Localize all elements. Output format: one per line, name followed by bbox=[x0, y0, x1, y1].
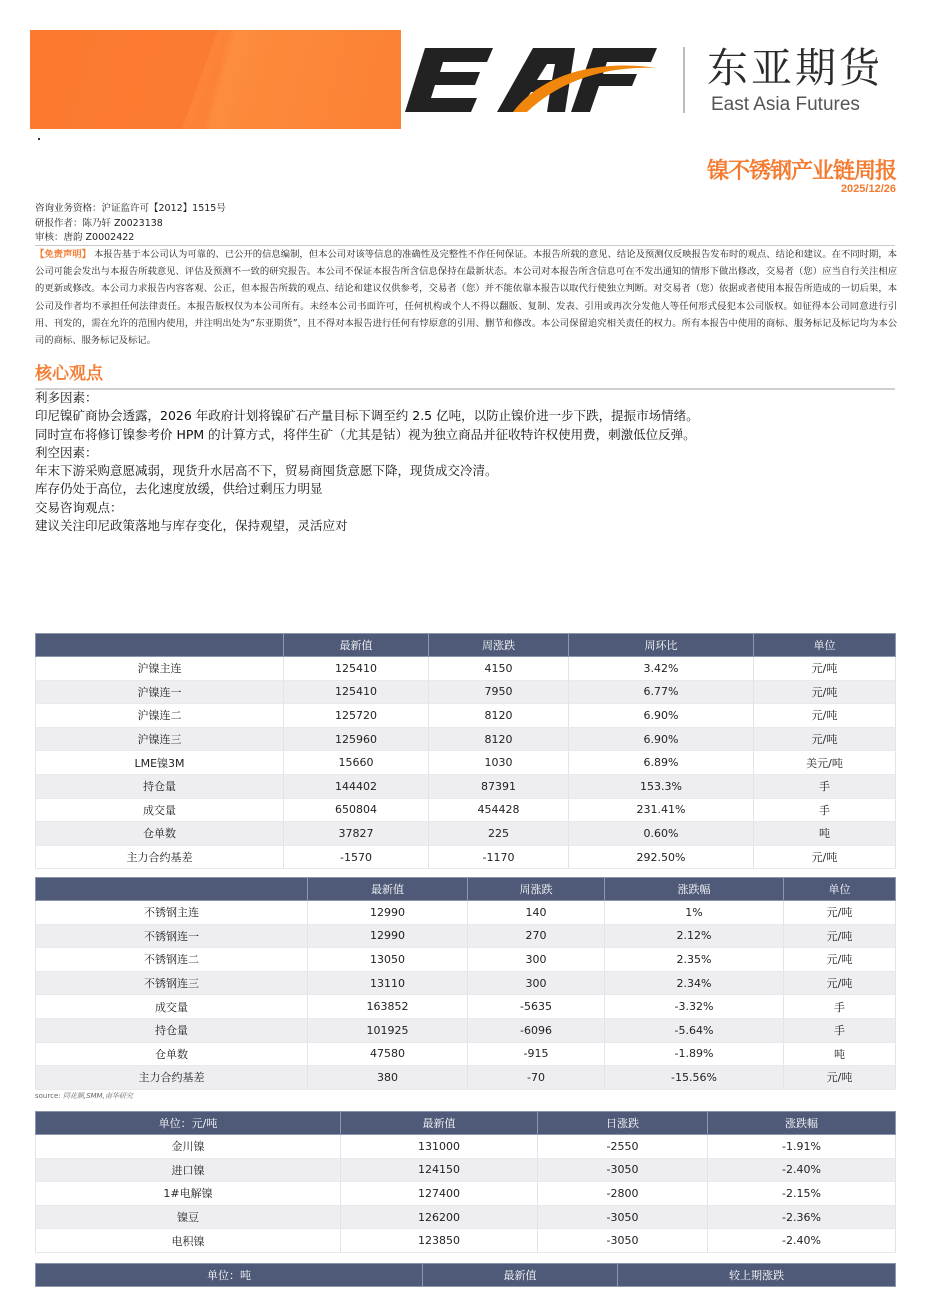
cell-unit: 元/吨 bbox=[784, 924, 896, 948]
source-note bbox=[35, 1091, 133, 1101]
table-header-row bbox=[36, 1264, 896, 1287]
cell-weekly-change: 87391 bbox=[429, 774, 569, 798]
cell-weekly-change: -6096 bbox=[468, 1018, 605, 1042]
cell-change-pct: -3.32% bbox=[605, 995, 784, 1019]
cell-latest: 37827 bbox=[284, 822, 429, 846]
cell-weekly-change: 1030 bbox=[429, 751, 569, 775]
column-header: 单位：吨 bbox=[36, 1264, 423, 1287]
cell-change-pct: -5.64% bbox=[605, 1018, 784, 1042]
cell-unit: 手 bbox=[754, 798, 896, 822]
table-row bbox=[36, 774, 896, 798]
column-header: 日涨跌 bbox=[538, 1112, 708, 1135]
cell-change-pct: -1.89% bbox=[605, 1042, 784, 1066]
table-row bbox=[36, 1135, 896, 1159]
column-header: 周环比 bbox=[569, 634, 754, 657]
cell-latest: 126200 bbox=[341, 1205, 538, 1229]
column-header: 涨跌幅 bbox=[605, 878, 784, 901]
section-title-core-view: 核心观点 bbox=[35, 364, 103, 384]
cell-weekly-change: 300 bbox=[468, 971, 605, 995]
table-row bbox=[36, 751, 896, 775]
cell-change-pct: 2.35% bbox=[605, 948, 784, 972]
cell-latest: 12990 bbox=[308, 901, 468, 925]
row-label: 成交量 bbox=[36, 798, 284, 822]
cell-unit: 手 bbox=[754, 774, 896, 798]
cell-change-pct: 2.34% bbox=[605, 971, 784, 995]
nickel-spot-table bbox=[35, 1111, 896, 1253]
cell-weekly-pct: 6.90% bbox=[569, 704, 754, 728]
decorative-dot bbox=[38, 138, 40, 140]
cell-latest: 127400 bbox=[341, 1182, 538, 1206]
table-row bbox=[36, 1066, 896, 1090]
disclaimer bbox=[35, 246, 897, 349]
cell-weekly-change: 7950 bbox=[429, 680, 569, 704]
cell-weekly-change: 454428 bbox=[429, 798, 569, 822]
cell-change-pct: -2.36% bbox=[708, 1205, 896, 1229]
cell-weekly-change: 225 bbox=[429, 822, 569, 846]
cell-latest: 380 bbox=[308, 1066, 468, 1090]
cell-weekly-change: 8120 bbox=[429, 704, 569, 728]
row-label: 不锈钢连二 bbox=[36, 948, 308, 972]
cell-unit: 吨 bbox=[754, 822, 896, 846]
cell-latest: -1570 bbox=[284, 845, 429, 869]
cell-weekly-change: 140 bbox=[468, 901, 605, 925]
bullish-point: 印尼镍矿商协会透露，2026 年政府计划将镍矿石产量目标下调至约 2.5 亿吨，以防止镍价进一步下跌，提振市场情绪。 bbox=[35, 408, 699, 424]
cell-unit: 手 bbox=[784, 1018, 896, 1042]
stainless-futures-table bbox=[35, 877, 896, 1090]
cell-change-pct: 2.12% bbox=[605, 924, 784, 948]
cell-latest: 15660 bbox=[284, 751, 429, 775]
column-header: 最新值 bbox=[341, 1112, 538, 1135]
cell-unit: 元/吨 bbox=[754, 845, 896, 869]
cell-weekly-pct: 153.3% bbox=[569, 774, 754, 798]
cell-weekly-change: -915 bbox=[468, 1042, 605, 1066]
cell-weekly-pct: 6.89% bbox=[569, 751, 754, 775]
cell-latest: 101925 bbox=[308, 1018, 468, 1042]
row-label: 进口镍 bbox=[36, 1158, 341, 1182]
cell-unit: 吨 bbox=[784, 1042, 896, 1066]
column-header: 单位 bbox=[784, 878, 896, 901]
column-header bbox=[36, 634, 284, 657]
table-row bbox=[36, 995, 896, 1019]
logo-english-name: East Asia Futures bbox=[711, 94, 860, 115]
table-row bbox=[36, 1158, 896, 1182]
bearish-point: 年末下游采购意愿减弱，现货升水居高不下，贸易商囤货意愿下降，现货成交冷清。 bbox=[35, 463, 498, 479]
table-header-row bbox=[36, 634, 896, 657]
column-header: 涨跌幅 bbox=[708, 1112, 896, 1135]
header-banner bbox=[30, 30, 401, 129]
core-view-text bbox=[35, 389, 699, 535]
cell-weekly-pct: 292.50% bbox=[569, 845, 754, 869]
disclaimer-text: 本报告基于本公司认为可靠的、已公开的信息编制，但本公司对该等信息的准确性及完整性不作任何保证。本报告所载的意见、结论及预测仅反映报告发布时的观点、结论和建议。在不同时期，本公司可能会发出与本报告所载意见、评估及预测不一致的研究报告。本公司不保证本报告所含信息保持在最新状态。本公司对本报告所含信息可在不发出通知的情形下做出修改，交易者（您）应当自行关注相应的更新或修改。本公司力求报告内容客观、公正，但本报告所载的观点、结论和建议仅供参考，交易者（您）并不能依靠本报告以取代行使独立判断。对交易者（您）依据或者使用本报告所造成的一切后果，本公司及作者均不承担任何法律责任。本报告版权仅为本公司所有。未经本公司书面许可，任何机构或个人不得以翻版、复制、发表、引用或再次分发他人等任何形式侵犯本公司版权。如征得本公司同意进行引用、刊发的，需在允许的范围内使用，并注明出处为“东亚期货”，且不得对本报告进行任何有悖原意的引用、删节和修改。本公司保留追究相关责任的权力。所有本报告中使用的商标、服务标记及标记均为本公司的商标、服务标记及标记。 bbox=[35, 249, 897, 347]
table-row bbox=[36, 727, 896, 751]
cell-weekly-pct: 0.60% bbox=[569, 822, 754, 846]
row-label: 沪镍连二 bbox=[36, 704, 284, 728]
disclaimer-tag: 【免责声明】 bbox=[35, 249, 92, 260]
table-row bbox=[36, 924, 896, 948]
cell-change-pct: -15.56% bbox=[605, 1066, 784, 1090]
advice-heading: 交易咨询观点： bbox=[35, 499, 123, 515]
bearish-heading: 利空因素： bbox=[35, 444, 98, 460]
cell-change-pct: -2.40% bbox=[708, 1158, 896, 1182]
column-header: 较上期涨跌 bbox=[618, 1264, 896, 1287]
row-label: 1#电解镍 bbox=[36, 1182, 341, 1206]
table-row bbox=[36, 1018, 896, 1042]
column-header: 周涨跌 bbox=[429, 634, 569, 657]
cell-latest: 13050 bbox=[308, 948, 468, 972]
cell-weekly-change: -1170 bbox=[429, 845, 569, 869]
table-row bbox=[36, 704, 896, 728]
cell-weekly-change: 8120 bbox=[429, 727, 569, 751]
cell-change-pct: 1% bbox=[605, 901, 784, 925]
table-row bbox=[36, 822, 896, 846]
table-header-row bbox=[36, 1112, 896, 1135]
cell-daily-change: -2550 bbox=[538, 1135, 708, 1159]
table-row bbox=[36, 1205, 896, 1229]
logo-separator bbox=[683, 47, 685, 113]
row-label: 仓单数 bbox=[36, 1042, 308, 1066]
cell-unit: 元/吨 bbox=[784, 948, 896, 972]
cell-unit: 手 bbox=[784, 995, 896, 1019]
cell-daily-change: -3050 bbox=[538, 1229, 708, 1253]
bullish-heading: 利多因素： bbox=[35, 390, 98, 405]
nickel-futures-table bbox=[35, 633, 896, 869]
column-header: 最新值 bbox=[284, 634, 429, 657]
cell-weekly-change: -70 bbox=[468, 1066, 605, 1090]
cell-change-pct: -2.15% bbox=[708, 1182, 896, 1206]
table-row bbox=[36, 901, 896, 925]
cell-weekly-pct: 6.77% bbox=[569, 680, 754, 704]
cell-weekly-change: -5635 bbox=[468, 995, 605, 1019]
cell-unit: 元/吨 bbox=[784, 901, 896, 925]
row-label: 沪镍连三 bbox=[36, 727, 284, 751]
row-label: 主力合约基差 bbox=[36, 845, 284, 869]
table-row bbox=[36, 971, 896, 995]
inventory-table bbox=[35, 1263, 896, 1287]
cell-weekly-change: 4150 bbox=[429, 657, 569, 681]
column-header: 最新值 bbox=[308, 878, 468, 901]
cell-latest: 125410 bbox=[284, 657, 429, 681]
cell-unit: 元/吨 bbox=[754, 657, 896, 681]
row-label: LME镍3M bbox=[36, 751, 284, 775]
row-label: 持仓量 bbox=[36, 774, 284, 798]
cell-unit: 元/吨 bbox=[754, 680, 896, 704]
cell-weekly-pct: 3.42% bbox=[569, 657, 754, 681]
cell-latest: 124150 bbox=[341, 1158, 538, 1182]
cell-latest: 125720 bbox=[284, 704, 429, 728]
source-text: 同花顺,SMM,南华研究 bbox=[62, 1092, 133, 1100]
report-title: 镍不锈钢产业链周报 bbox=[706, 159, 896, 184]
cell-unit: 元/吨 bbox=[784, 971, 896, 995]
cell-latest: 123850 bbox=[341, 1229, 538, 1253]
cell-latest: 125410 bbox=[284, 680, 429, 704]
cell-weekly-change: 270 bbox=[468, 924, 605, 948]
cell-latest: 650804 bbox=[284, 798, 429, 822]
table-row bbox=[36, 657, 896, 681]
qualification-line: 咨询业务资格：沪证监许可【2012】1515号 bbox=[35, 203, 226, 214]
cell-weekly-pct: 6.90% bbox=[569, 727, 754, 751]
table-row bbox=[36, 845, 896, 869]
cell-latest: 144402 bbox=[284, 774, 429, 798]
row-label: 沪镍主连 bbox=[36, 657, 284, 681]
table-row bbox=[36, 680, 896, 704]
column-header: 单位：元/吨 bbox=[36, 1112, 341, 1135]
row-label: 持仓量 bbox=[36, 1018, 308, 1042]
row-label: 不锈钢主连 bbox=[36, 901, 308, 925]
cell-latest: 125960 bbox=[284, 727, 429, 751]
cell-weekly-pct: 231.41% bbox=[569, 798, 754, 822]
cell-latest: 163852 bbox=[308, 995, 468, 1019]
cell-change-pct: -2.40% bbox=[708, 1229, 896, 1253]
cell-latest: 47580 bbox=[308, 1042, 468, 1066]
cell-latest: 12990 bbox=[308, 924, 468, 948]
cell-weekly-change: 300 bbox=[468, 948, 605, 972]
row-label: 不锈钢连三 bbox=[36, 971, 308, 995]
table-row bbox=[36, 798, 896, 822]
row-label: 仓单数 bbox=[36, 822, 284, 846]
row-label: 镍豆 bbox=[36, 1205, 341, 1229]
cell-unit: 美元/吨 bbox=[754, 751, 896, 775]
row-label: 成交量 bbox=[36, 995, 308, 1019]
author-line: 研报作者：陈乃轩 Z0023138 bbox=[35, 217, 163, 229]
report-meta bbox=[35, 202, 226, 246]
column-header: 单位 bbox=[754, 634, 896, 657]
source-label: source: bbox=[35, 1092, 61, 1100]
bullish-point: 同时宣布将修订镍参考价 HPM 的计算方式，将伴生矿（尤其是钴）视为独立商品并征收特许权使用费，刺激低位反弹。 bbox=[35, 426, 696, 442]
row-label: 金川镍 bbox=[36, 1135, 341, 1159]
column-header: 最新值 bbox=[423, 1264, 618, 1287]
cell-unit: 元/吨 bbox=[784, 1066, 896, 1090]
cell-unit: 元/吨 bbox=[754, 727, 896, 751]
cell-daily-change: -2800 bbox=[538, 1182, 708, 1206]
row-label: 沪镍连一 bbox=[36, 680, 284, 704]
table-row bbox=[36, 948, 896, 972]
bearish-point: 库存仍处于高位，去化速度放缓，供给过剩压力明显 bbox=[35, 481, 323, 497]
cell-latest: 13110 bbox=[308, 971, 468, 995]
cell-latest: 131000 bbox=[341, 1135, 538, 1159]
table-row bbox=[36, 1229, 896, 1253]
logo-chinese-name: 东亚期货 bbox=[707, 44, 883, 92]
advice-point: 建议关注印尼政策落地与库存变化，保持观望，灵活应对 bbox=[35, 518, 348, 534]
cell-daily-change: -3050 bbox=[538, 1205, 708, 1229]
row-label: 不锈钢连一 bbox=[36, 924, 308, 948]
column-header: 周涨跌 bbox=[468, 878, 605, 901]
reviewer-line: 审核：唐韵 Z0002422 bbox=[35, 232, 135, 243]
table-row bbox=[36, 1042, 896, 1066]
cell-unit: 元/吨 bbox=[754, 704, 896, 728]
column-header bbox=[36, 878, 308, 901]
cell-change-pct: -1.91% bbox=[708, 1135, 896, 1159]
table-header-row bbox=[36, 878, 896, 901]
report-date: 2025/12/26 bbox=[840, 183, 896, 195]
table-row bbox=[36, 1182, 896, 1206]
cell-daily-change: -3050 bbox=[538, 1158, 708, 1182]
row-label: 主力合约基差 bbox=[36, 1066, 308, 1090]
row-label: 电积镍 bbox=[36, 1229, 341, 1253]
